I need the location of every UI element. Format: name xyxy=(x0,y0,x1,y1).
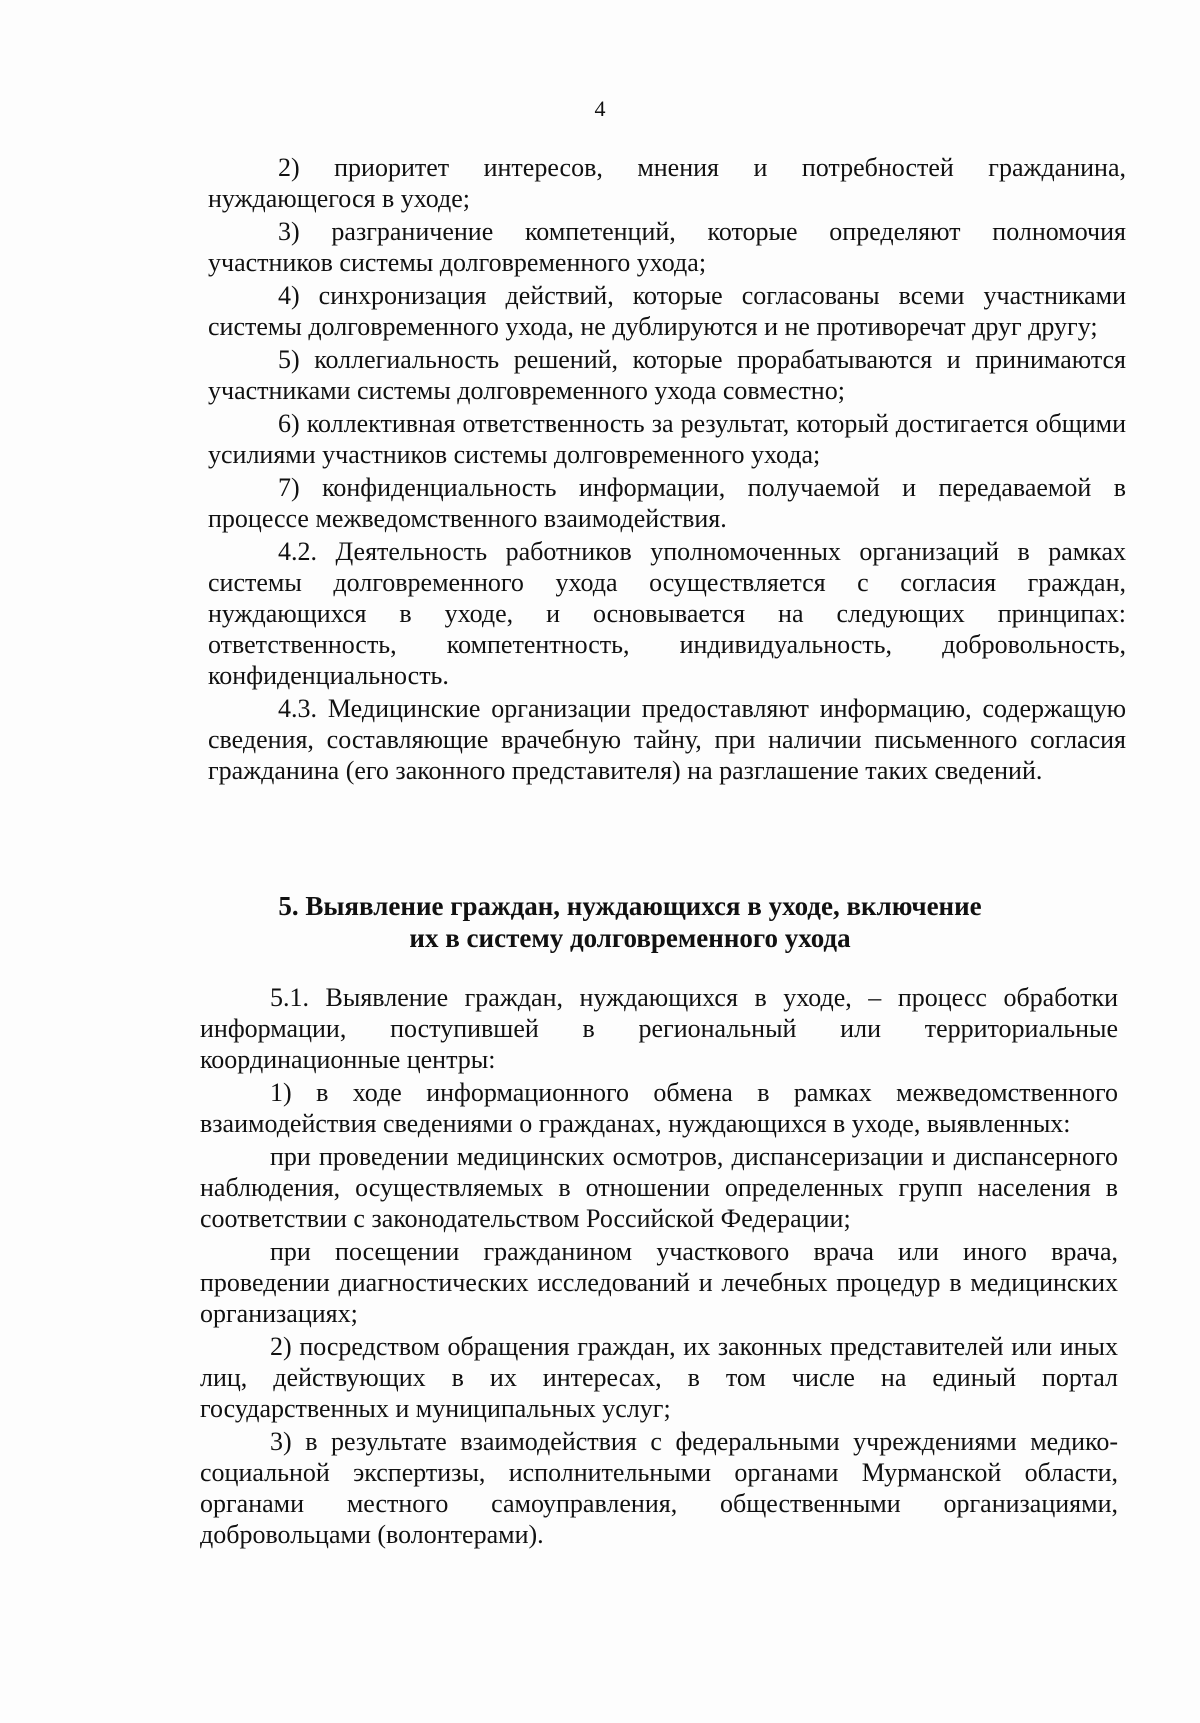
page-number: 4 xyxy=(594,96,606,121)
paragraph: 1) в ходе информационного обмена в рамках межведомственного взаимодействия сведениями о гражданах, нуждающихся в уходе, выявленных: xyxy=(200,1078,1118,1138)
paragraph: при проведении медицинских осмотров, диспансеризации и диспансерного наблюдения, осуществляемых в отношении определенных групп населения в соответствии с законодательством Российской Федерации; xyxy=(200,1142,1118,1233)
paragraph: 4.2. Деятельность работников уполномоченных организаций в рамках системы долговременного ухода осуществляется с согласия граждан, нуждающихся в уходе, и основывается на следующих принципах: ответственность, компетентность, индивидуальность, добровольность, конфиденциальность. xyxy=(208,537,1126,690)
paragraph: 6) коллективная ответственность за результат, который достигается общими усилиями участников системы долговременного ухода; xyxy=(208,409,1126,469)
section-heading xyxy=(160,890,1100,954)
paragraph: 3) в результате взаимодействия с федеральными учреждениями медико-социальной экспертизы, исполнительными органами Мурманской области, органами местного самоуправления, общественными организациями, добровольцами (волонтерами). xyxy=(200,1427,1118,1549)
paragraph: 5) коллегиальность решений, которые прорабатываются и принимаются участниками системы долговременного ухода совместно; xyxy=(208,345,1126,405)
paragraph: 4) синхронизация действий, которые согласованы всеми участниками системы долговременного ухода, не дублируются и не противоречат друг другу; xyxy=(208,281,1126,341)
paragraph: 4.3. Медицинские организации предоставляют информацию, содержащую сведения, составляющие врачебную тайну, при наличии письменного согласия гражданина (его законного представителя) на разглашение таких сведений. xyxy=(208,694,1126,785)
section-heading-line: их в систему долговременного ухода xyxy=(409,923,851,953)
paragraph: 2) посредством обращения граждан, их законных представителей или иных лиц, действующих в их интересах, в том числе на единый портал государственных и муниципальных услуг; xyxy=(200,1332,1118,1423)
principles-section xyxy=(208,152,1126,788)
paragraph: 7) конфиденциальность информации, получаемой и передаваемой в процессе межведомственного взаимодействия. xyxy=(208,473,1126,533)
identification-section xyxy=(200,982,1118,1552)
paragraph: 3) разграничение компетенций, которые определяют полномочия участников системы долговременного ухода; xyxy=(208,217,1126,277)
paragraph: при посещении гражданином участкового врача или иного врача, проведении диагностических исследований и лечебных процедур в медицинских организациях; xyxy=(200,1237,1118,1328)
paragraph: 2) приоритет интересов, мнения и потребностей гражданина, нуждающегося в уходе; xyxy=(208,153,1126,213)
section-heading-line: 5. Выявление граждан, нуждающихся в уходе, включение xyxy=(278,891,982,921)
paragraph: 5.1. Выявление граждан, нуждающихся в уходе, – процесс обработки информации, поступившей в региональный или территориальные координационные центры: xyxy=(200,983,1118,1074)
